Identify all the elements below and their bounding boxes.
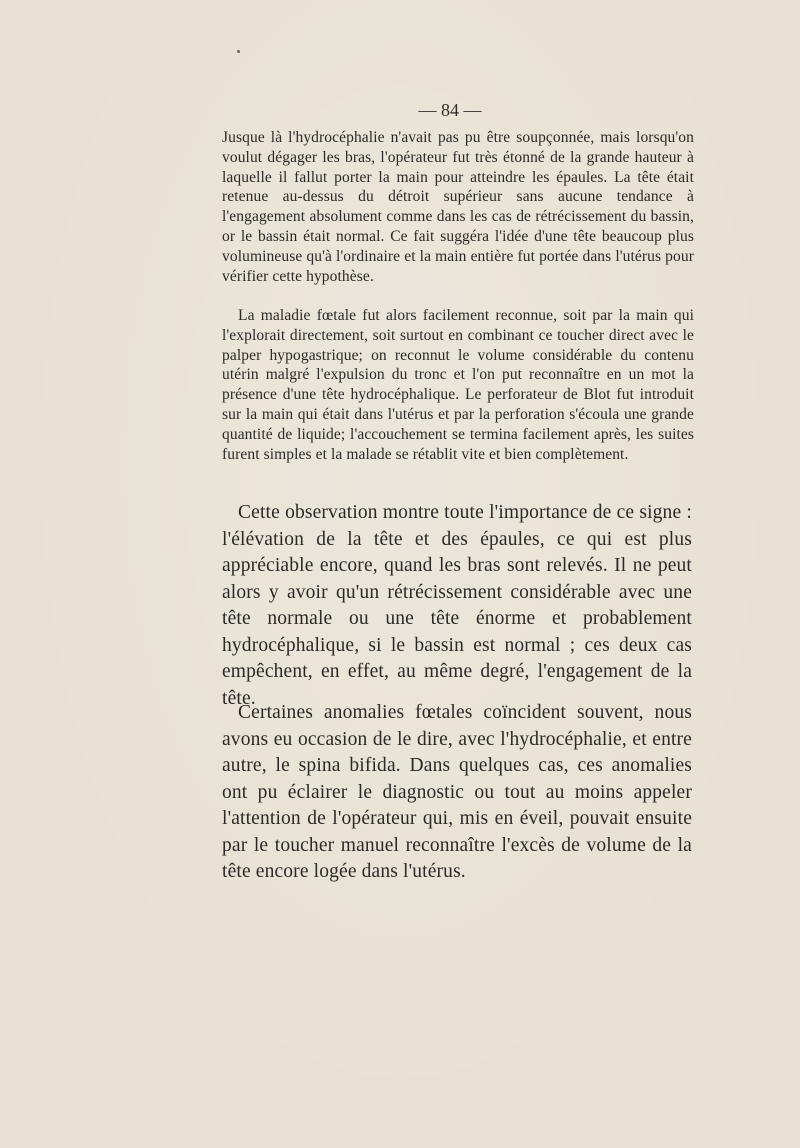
paragraph-diagnosis-outcome: La maladie fœtale fut alors facilement reconnue, soit par la main qui l'explorait directement, soit surtout en combinant ce toucher direct avec le palper hypogastrique; on reconnut le volume considérable du contenu utérin malgré l'expulsion du tronc et l'on put reconnaître en un mot la présence d'une tête hydrocéphalique. Le perforateur de Blot fut introduit sur la main qui était dans l'utérus et par la perforation s'écoula une grande quantité de liquide; l'accouchement se termina facilement après, les suites furent simples et la malade se rétablit vite et bien complètement. — [222, 307, 694, 463]
paragraph-case-report: Jusque là l'hydrocéphalie n'avait pas pu être soupçonnée, mais lorsqu'on voulut dégager les bras, l'opérateur fut très étonné de la grande hauteur à laquelle il fallut porter la main pour atteindre les épaules. La tête était retenue au-dessus du détroit supérieur sans aucune tendance à l'engagement absolument comme dans les cas de rétrécissement du bassin, or le bassin était normal. Ce fait suggéra l'idée d'une tête beaucoup plus volumineuse qu'à l'ordinaire et la main entière fut portée dans l'utérus pour vérifier cette hypothèse. — [222, 129, 694, 285]
ink-speck — [237, 50, 240, 53]
page-number: — 84 — — [418, 100, 482, 120]
paragraph-fetal-anomalies: Certaines anomalies fœtales coïncident souvent, nous avons eu occasion de le dire, avec l'hydrocéphalie, et entre autre, le spina bifida. Dans quelques cas, ces anomalies ont pu éclairer le diagnostic ou tout au moins appeler l'attention de l'opérateur qui, mis en éveil, pouvait ensuite par le toucher manuel reconnaître l'excès de volume de la tête encore logée dans l'utérus. — [222, 702, 692, 882]
paragraph-observation-sign: Cette observation montre toute l'importance de ce signe : l'élévation de la tête et des épaules, ce qui est plus appréciable encore, quand les bras sont relevés. Il ne peut alors y avoir qu'un rétrécissement considérable avec une tête normale ou une tête énorme et probablement hydrocéphalique, si le bassin est normal ; ces deux cas empêchent, en effet, au même degré, l'engagement de la tête. — [222, 502, 692, 709]
